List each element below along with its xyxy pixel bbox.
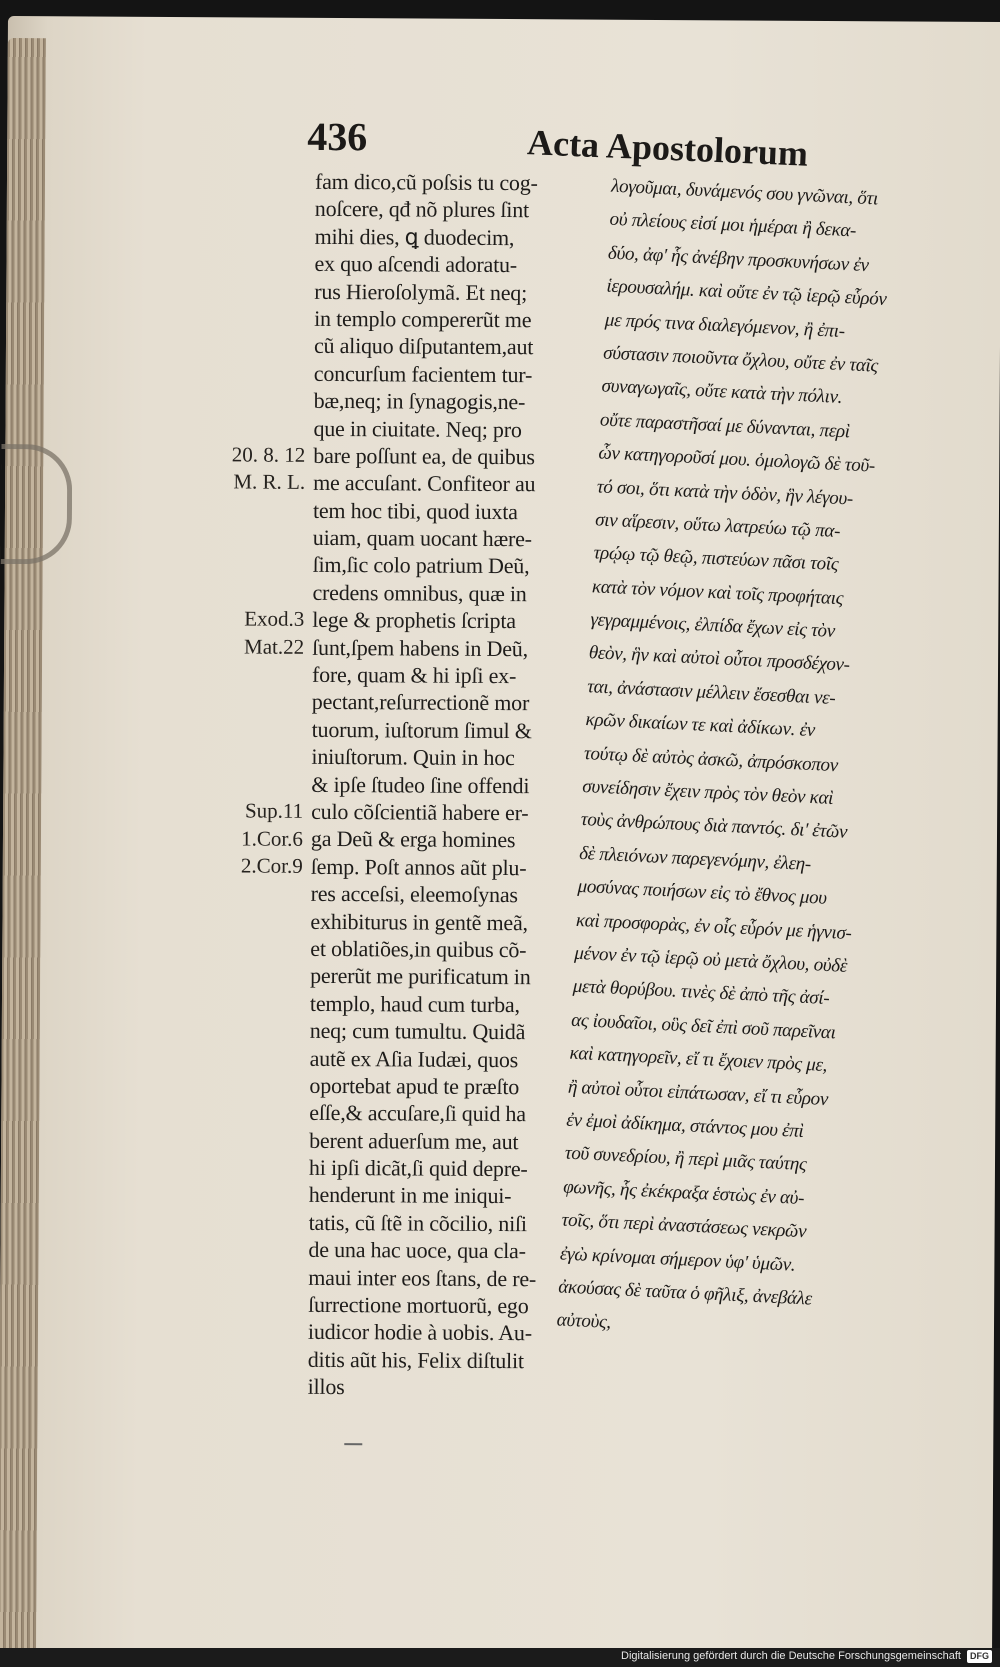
latin-line: pectant,reſurrectionẽ mor — [311, 689, 530, 716]
greek-line: τοῦ συνεδρίου, ἢ περὶ μιᾶς ταύτης — [564, 1142, 807, 1176]
latin-line: templo, haud cum turba, — [309, 990, 520, 1017]
latin-line: berent aduerſum me, aut — [309, 1127, 519, 1154]
latin-line: pererũt me purificatum in — [310, 963, 531, 990]
greek-line: θεὸν, ἣν καὶ αὐτοὶ οὗτοι προσδέχον- — [588, 642, 851, 677]
running-title: Acta Apostolorum — [526, 122, 809, 174]
greek-line: ἐγὼ κρίνομαι σήμερον ὑφ' ὑμῶν. — [559, 1242, 796, 1276]
dfg-logo: DFG — [967, 1650, 992, 1663]
latin-line: autẽ ex Aſia Iudæi, quos — [309, 1045, 519, 1072]
latin-line: mihi dies, ꝗ duodecim, — [314, 223, 515, 250]
greek-line: καὶ κατηγορεῖν, εἴ τι ἔχοιεν πρὸς με, — [569, 1042, 828, 1077]
printer-mark — [344, 1443, 362, 1445]
latin-line: ſemp. Poſt annos aũt plu- — [310, 853, 527, 880]
greek-line: δύο, ἀφ' ἧς ἀνέβην προσκυνήσων ἐν — [607, 242, 870, 276]
margin-note: Exod.3 — [244, 606, 305, 632]
latin-line: credens omnibus, quæ in — [312, 579, 527, 607]
latin-line: iudicor hodie à uobis. Au- — [307, 1319, 532, 1346]
greek-line: ἢ αὐτοὶ οὗτοι εἰπάτωσαν, εἴ τι εὗρον — [567, 1076, 829, 1110]
latin-line: & ipſe ſtudeo ſine offendi — [311, 771, 530, 798]
greek-line: τούτῳ δὲ αὐτὸς ἀσκῶ, ἀπρόσκοπον — [583, 742, 839, 776]
latin-line: ſurrectione mortuorũ, ego — [308, 1291, 529, 1319]
latin-line: tuorum, iuſtorum ſimul & — [311, 716, 532, 744]
latin-line: tem hoc tibi, quod iuxta — [312, 497, 518, 524]
greek-line: οὐ πλείους εἰσί μοι ἡμέραι ἢ δεκα- — [609, 209, 857, 242]
latin-line: ſim,ſic colo patrium Deũ, — [312, 552, 530, 579]
greek-line: συναγωγαῖς, οὔτε κατὰ τὴν πόλιν. — [601, 375, 843, 409]
latin-line: ga Deũ & erga homines — [310, 826, 516, 853]
greek-line: οὔτε παραστῆσαί με δύνανται, περὶ — [599, 409, 851, 443]
latin-line: culo cõſcientiã habere er- — [311, 798, 529, 826]
credit-text: Digitalisierung gefördert durch die Deutsche Forschungsgemeinschaft — [621, 1650, 961, 1662]
greek-line: τρῴῳ τῷ θεῷ, πιστεύων πᾶσι τοῖς — [593, 542, 839, 576]
margin-note: 20. 8. 12 — [231, 442, 306, 467]
greek-line: αὐτοὺς, — [556, 1309, 612, 1334]
latin-line: henderunt in me iniqui- — [308, 1182, 512, 1209]
latin-line: neq; cum tumultu. Quidã — [309, 1017, 526, 1045]
latin-column — [308, 168, 586, 1402]
latin-line: ditis aũt his, Felix diſtulit — [307, 1346, 524, 1373]
greek-line: ας ἰουδαῖοι, οὓς δεῖ ἐπὶ σοῦ παρεῖναι — [570, 1009, 837, 1044]
latin-line: cũ aliquo diſputantem,aut — [313, 333, 534, 360]
latin-line: in templo compererũt me — [314, 305, 532, 333]
margin-note: Sup.11 — [244, 798, 304, 824]
greek-line: ὧν κατηγοροῦσί μου. ὁμολογῶ δὲ τοῦ- — [597, 442, 876, 477]
greek-line: μετὰ θορύβου. τινὲς δὲ ἀπὸ τῆς ἀσί- — [572, 976, 830, 1010]
latin-line: lege & prophetis ſcripta — [312, 607, 516, 634]
latin-line: res acceſsi, eleemoſynas — [310, 881, 518, 908]
margin-note: Mat.22 — [244, 634, 305, 659]
latin-line: concurſum facientem tur- — [313, 360, 533, 387]
latin-line: iniuſtorum. Quin in hoc — [311, 744, 515, 771]
latin-line: de una hac uoce, qua cla- — [308, 1237, 526, 1264]
latin-line: oportebat apud te præſto — [309, 1072, 520, 1100]
greek-line: συνείδησιν ἔχειν πρὸς τὸν θεὸν καὶ — [581, 776, 834, 810]
latin-line: et oblatiões,in quibus cõ- — [310, 935, 527, 963]
greek-line: κρῶν δικαίων τε καὶ ἀδίκων. ἐν — [585, 709, 816, 742]
latin-line: ex quo aſcendi adoratu- — [314, 251, 518, 278]
greek-line: καὶ προσφορὰς, ἐν οἷς εὗρόν με ἡγνισ- — [575, 909, 853, 944]
margin-note: M. R. L. — [233, 469, 306, 495]
greek-line: ἱερουσαλήμ. καὶ οὔτε ἐν τῷ ἱερῷ εὗρόν — [605, 275, 888, 311]
latin-line: eſſe,& accuſare,ſi quid ha — [309, 1100, 526, 1127]
greek-line: γεγραμμένοις, ἐλπίδα ἔχων εἰς τὸν — [589, 609, 836, 642]
greek-line: με πρός τινα διαλεγόμενον, ἢ ἐπι- — [604, 309, 846, 342]
greek-line: μένον ἐν τῷ ἱερῷ οὐ μετὰ ὄχλου, οὐδὲ — [573, 942, 848, 977]
greek-line: ἀκούσας δὲ ταῦτα ὁ φῆλιξ, ἀνεβάλε — [557, 1276, 813, 1310]
latin-line: fore, quam & hi ipſi ex- — [311, 661, 517, 689]
page-number: 436 — [307, 113, 368, 160]
latin-line: exhibiturus in gentẽ meã, — [310, 908, 528, 935]
greek-line: σιν αἵρεσιν, οὕτω λατρεύω τῷ πα- — [594, 509, 841, 542]
greek-line: ται, ἀνάστασιν μέλλειν ἔσεσθαι νε- — [586, 675, 836, 709]
greek-line: ἐν ἐμοὶ ἀδίκημα, στάντος μου ἐπὶ — [565, 1109, 805, 1142]
latin-line: me accuſant. Confiteor au — [313, 470, 536, 497]
greek-line: κατὰ τὸν νόμον καὶ τοῖς προφήταις — [591, 575, 844, 609]
book-page — [0, 16, 1000, 1648]
margin-note: 1.Cor.6 — [241, 826, 304, 851]
margin-note: 2.Cor.9 — [240, 853, 303, 878]
latin-line: uiam, quam uocant hære- — [312, 524, 532, 552]
latin-line: ſunt,ſpem habens in Deũ, — [312, 634, 529, 661]
latin-line: bæ,neq; in ſynagogis,ne- — [313, 387, 526, 415]
latin-line: tatis, cũ ſtẽ in cõcilio, niſi — [308, 1209, 527, 1237]
page-edges — [0, 38, 46, 1648]
latin-line: illos — [307, 1374, 345, 1400]
greek-line: λογοῦμαι, δυνάμενός σου γνῶναι, ὅτι — [610, 175, 879, 210]
greek-column — [556, 170, 992, 1356]
latin-line: que in ciuitate. Neq; pro — [313, 415, 522, 442]
latin-line: maui inter eos ſtans, de re- — [308, 1264, 537, 1291]
digitization-credit — [621, 1647, 992, 1665]
page-clip — [1, 444, 73, 564]
latin-line: noſcere, qđ nõ plures ſint — [314, 196, 530, 223]
latin-line: bare poſſunt ea, de quibus — [313, 442, 535, 470]
latin-line: hi ipſi dicãt,ſi quid depre- — [308, 1154, 528, 1182]
greek-line: τοῖς, ὅτι περὶ ἀναστάσεως νεκρῶν — [561, 1209, 807, 1243]
latin-line: fam dico,cũ poſsis tu cog- — [314, 168, 538, 196]
latin-line: rus Hieroſolymã. Et neq; — [314, 278, 528, 305]
greek-line: δὲ πλειόνων παρεγενόμην, ἐλεη- — [578, 842, 812, 875]
greek-line: φωνῆς, ἧς ἐκέκραξα ἑστὼς ἐν αὐ- — [562, 1176, 805, 1209]
greek-line: σύστασιν ποιοῦντα ὄχλου, οὔτε ἐν ταῖς — [602, 342, 879, 377]
greek-line: τό σοι, ὅτι κατὰ τὴν ὁδὸν, ἣν λέγου- — [596, 475, 854, 510]
greek-line: μοσύνας ποιήσων εἰς τὸ ἔθνος μου — [577, 876, 828, 910]
greek-line: τοὺς ἀνθρώπους διὰ παντός. δι' ἐτῶν — [580, 809, 848, 844]
